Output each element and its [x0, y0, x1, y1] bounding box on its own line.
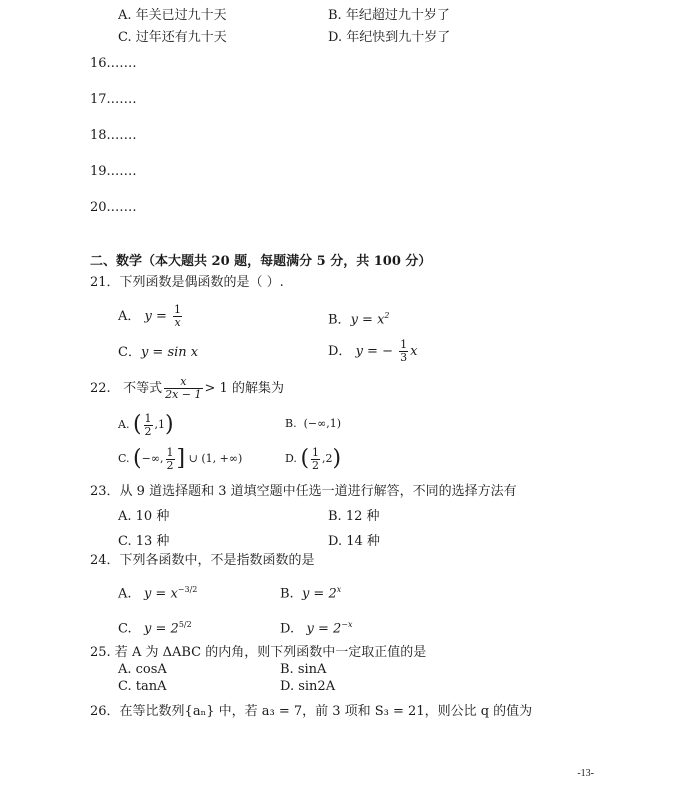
q22-post: > 1 的解集为 — [204, 381, 284, 396]
q24-c-label: C. — [118, 621, 132, 637]
q22-a-rparen: ) — [165, 412, 174, 437]
q24-d-label: D. — [280, 621, 295, 637]
q22-a-den: 2 — [144, 424, 152, 438]
q22-d-fraction — [311, 447, 320, 472]
q24-option-c — [118, 617, 192, 637]
q24-b-label: B. — [280, 586, 294, 602]
q22-c-den: 2 — [166, 458, 174, 472]
q22-frac-den: 2x − 1 — [165, 388, 202, 401]
q22-c-fraction — [166, 447, 175, 472]
q25-stem: 25. 若 A 为 ΔABC 的内角，则下列函数中一定取正值的是 — [90, 645, 427, 660]
q22-option-a — [118, 408, 174, 442]
q22-c-label: C. — [118, 452, 130, 465]
q22-option-c — [118, 442, 242, 476]
q26-stem: 26．在等比数列{aₙ} 中，若 a₃ = 7，前 3 项和 S₃ = 21，则公比 q 的值为 — [90, 704, 533, 719]
q22-c-rparen: ] — [176, 446, 186, 471]
q24-option-b — [280, 582, 341, 602]
q22-a-tail: ,1 — [154, 418, 166, 431]
q22-c-lparen: ( — [133, 446, 142, 471]
q22-a-lparen: ( — [132, 412, 142, 437]
q21-c-label: C． — [118, 345, 141, 360]
q22-c-num: 1 — [166, 445, 174, 459]
q22-option-d — [285, 442, 341, 476]
item-17: 17.…… — [90, 92, 137, 107]
item-20: 20.…… — [90, 200, 137, 215]
q24-option-a — [118, 582, 197, 602]
item-16: 16.…… — [90, 56, 137, 71]
q22-c-pre: −∞, — [141, 452, 164, 465]
q15-option-a: A. 年关已过九十天 — [118, 8, 227, 23]
q21-d-lhs: y = − — [355, 344, 393, 359]
page-number: -13- — [577, 768, 594, 779]
q23-option-b: B. 12 种 — [328, 509, 380, 524]
q21-option-c — [118, 345, 198, 361]
q21-a-den: x — [174, 316, 181, 329]
q21-stem: 21．下列函数是偶函数的是（ ）. — [90, 275, 284, 290]
q25-option-b: B. sinA — [280, 662, 327, 677]
q24-d-expr: y = 2 — [306, 621, 342, 637]
q24-a-sup: −3/2 — [177, 585, 198, 594]
q24-option-d — [280, 617, 353, 637]
q22-d-num: 1 — [312, 445, 320, 459]
q23-option-a: A. 10 种 — [118, 509, 170, 524]
q25-option-d: D. sin2A — [280, 679, 336, 694]
q21-option-a — [118, 300, 184, 334]
q23-option-c: C. 13 种 — [118, 534, 170, 549]
q23-option-d: D. 14 种 — [328, 534, 380, 549]
q21-option-b — [328, 308, 390, 328]
q21-b-label: B． — [328, 312, 351, 328]
q15-option-c: C. 过年还有九十天 — [118, 30, 227, 45]
q22-frac-num: x — [164, 376, 202, 389]
q22-d-lparen: ( — [300, 446, 310, 471]
q24-b-expr: y = 2 — [301, 586, 337, 602]
q21-d-den: 3 — [400, 351, 408, 364]
q21-d-label: D． — [328, 344, 352, 359]
q15-option-b: B. 年纪超过九十岁了 — [328, 8, 450, 23]
q21-a-label: A． — [118, 309, 141, 324]
q21-b-expr: y = x — [350, 312, 385, 328]
q24-c-expr: y = 2 — [144, 621, 179, 637]
q21-option-d — [328, 335, 417, 369]
q21-d-num: 1 — [400, 338, 408, 351]
item-18: 18.…… — [90, 128, 137, 143]
q22-option-b — [285, 416, 341, 432]
q22-pre: 不等式 — [123, 381, 163, 396]
q24-d-sup: −x — [341, 620, 353, 629]
q22-d-tail: ,2 — [322, 452, 333, 465]
q22-b-label: B. — [285, 417, 297, 430]
section-title: 二、数学（本大题共 20 题，每题满分 5 分，共 100 分） — [90, 254, 432, 269]
q22-a-num: 1 — [144, 411, 152, 425]
q25-option-c: C. tanA — [118, 679, 167, 694]
q21-d-fraction — [399, 339, 408, 364]
q25-option-a: A. cosA — [118, 662, 167, 677]
q22-d-den: 2 — [312, 458, 320, 472]
q21-a-lhs: y = — [144, 309, 167, 324]
q22-d-rparen: ) — [332, 446, 342, 471]
q22-d-label: D. — [285, 452, 297, 465]
q22-a-label: A. — [118, 418, 130, 431]
q23-stem: 23．从 9 道选择题和 3 道填空题中任选一道进行解答，不同的选择方法有 — [90, 484, 517, 499]
q24-b-sup: x — [336, 585, 342, 594]
q22-fraction — [164, 376, 202, 401]
q24-c-sup: 5/2 — [178, 620, 192, 629]
q22-c-tail: ∪ (1, +∞) — [188, 452, 243, 465]
q15-option-d: D. 年纪快到九十岁了 — [328, 30, 451, 45]
item-19: 19.…… — [90, 164, 137, 179]
q21-b-sup: 2 — [384, 311, 390, 320]
q22-number: 22. — [90, 381, 111, 396]
q22-a-fraction — [144, 413, 153, 438]
q22-b-expr: (−∞,1) — [303, 417, 342, 430]
q21-c-expr: y = sin x — [140, 345, 199, 360]
q21-d-tail: x — [410, 344, 418, 359]
q24-stem: 24．下列各函数中，不是指数函数的是 — [90, 553, 315, 568]
q21-a-num: 1 — [174, 303, 182, 316]
q21-a-fraction — [173, 304, 182, 329]
q24-a-label: A. — [118, 586, 132, 602]
q22-stem — [90, 372, 284, 406]
q24-a-expr: y = x — [143, 586, 178, 602]
